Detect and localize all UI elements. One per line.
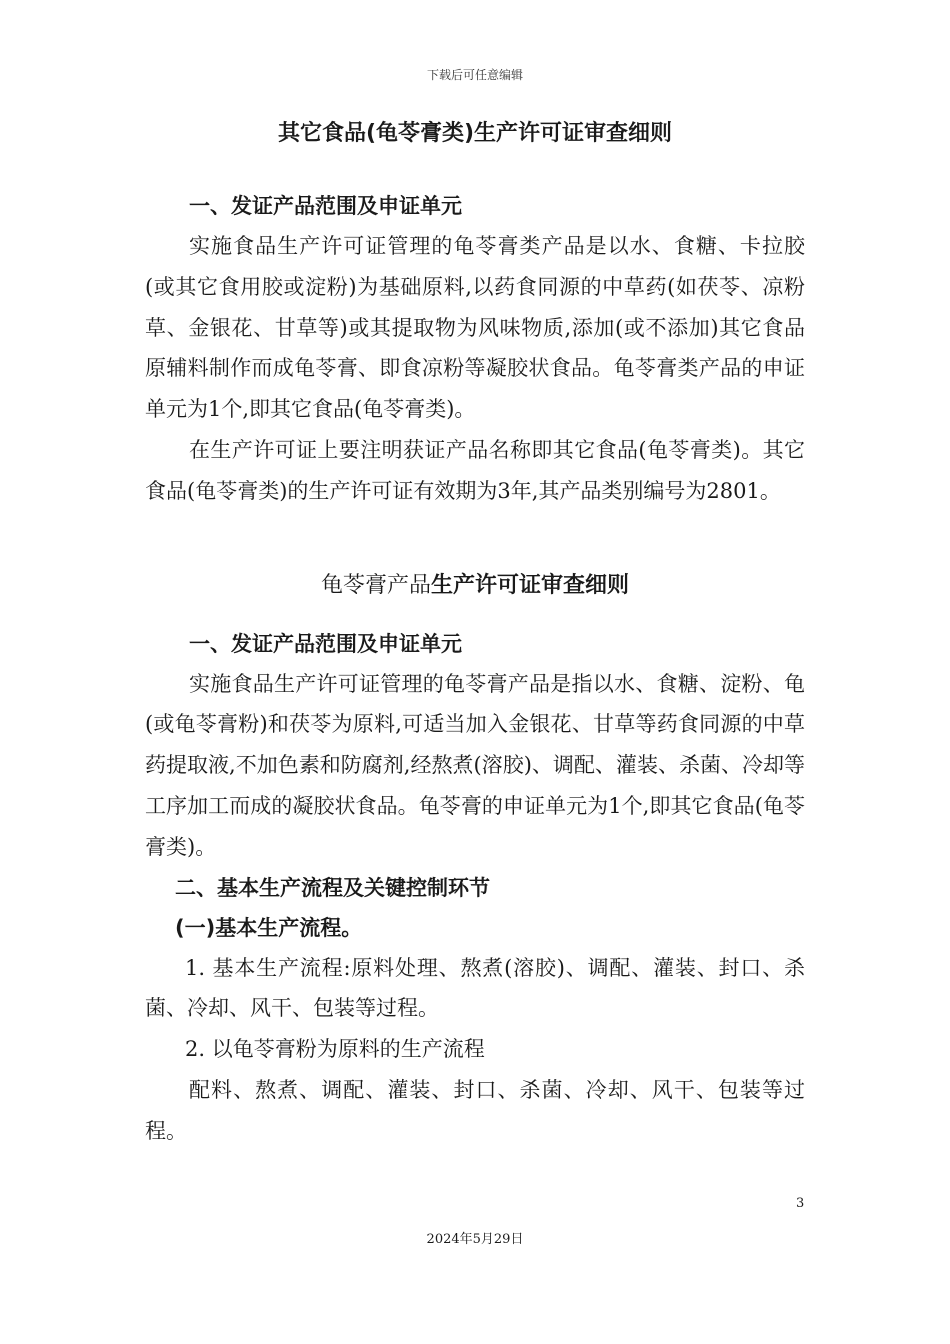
section2-title-part2: 生产许可证审查细则 [431,572,630,598]
section2-title [145,564,805,608]
section2-paragraph-2: 配料、熬煮、调配、灌装、封口、杀菌、冷却、风干、包装等过程。 [145,1077,805,1143]
section2-title-part1: 龟苓膏产品 [320,572,431,598]
footer-date: 2024年5月29日 [426,1232,524,1247]
section1-title: 其它食品(龟苓膏类)生产许可证审查细则 [277,121,673,146]
section2-subheading-basic-process: (一)基本生产流程。 [175,915,363,940]
document-body [145,112,805,1152]
section1-paragraph-2: 在生产许可证上要注明获证产品名称即其它食品(龟苓膏类)。其它食品(龟苓膏类)的生产许可证有效期为3年,其产品类别编号为2801。 [145,437,805,503]
section2-item-2: 2. 以龟苓膏粉为原料的生产流程 [185,1037,485,1062]
section2-item-1: 1. 基本生产流程:原料处理、熬煮(溶胶)、调配、灌装、封口、杀菌、冷却、风干、包装等过程。 [145,955,805,1021]
section1-paragraph-1: 实施食品生产许可证管理的龟苓膏类产品是以水、食糖、卡拉胶(或其它食用胶或淀粉)为基础原料,以药食同源的中草药(如茯苓、凉粉草、金银花、甘草等)或其提取物为风味物质,添加(或不添加)其它食品原辅料制作而成龟苓膏、即食凉粉等凝胶状食品。龟苓膏类产品的申证单元为1个,即其它食品(龟苓膏类)。 [145,234,805,422]
page-number: 3 [796,1196,805,1211]
header-note: 下载后可任意编辑 [426,68,523,82]
section2-paragraph-1: 实施食品生产许可证管理的龟苓膏产品是指以水、食糖、淀粉、龟(或龟苓膏粉)和茯苓为原料,可适当加入金银花、甘草等药食同源的中草药提取液,不加色素和防腐剂,经熬煮(溶胶)、调配、灌装、杀菌、冷却等工序加工而成的凝胶状食品。龟苓膏的申证单元为1个,即其它食品(龟苓膏类)。 [145,671,805,859]
section1-heading-scope: 一、发证产品范围及申证单元 [189,194,462,218]
section2-heading-scope: 一、发证产品范围及申证单元 [189,631,462,656]
section2-heading-process: 二、基本生产流程及关键控制环节 [175,875,490,900]
